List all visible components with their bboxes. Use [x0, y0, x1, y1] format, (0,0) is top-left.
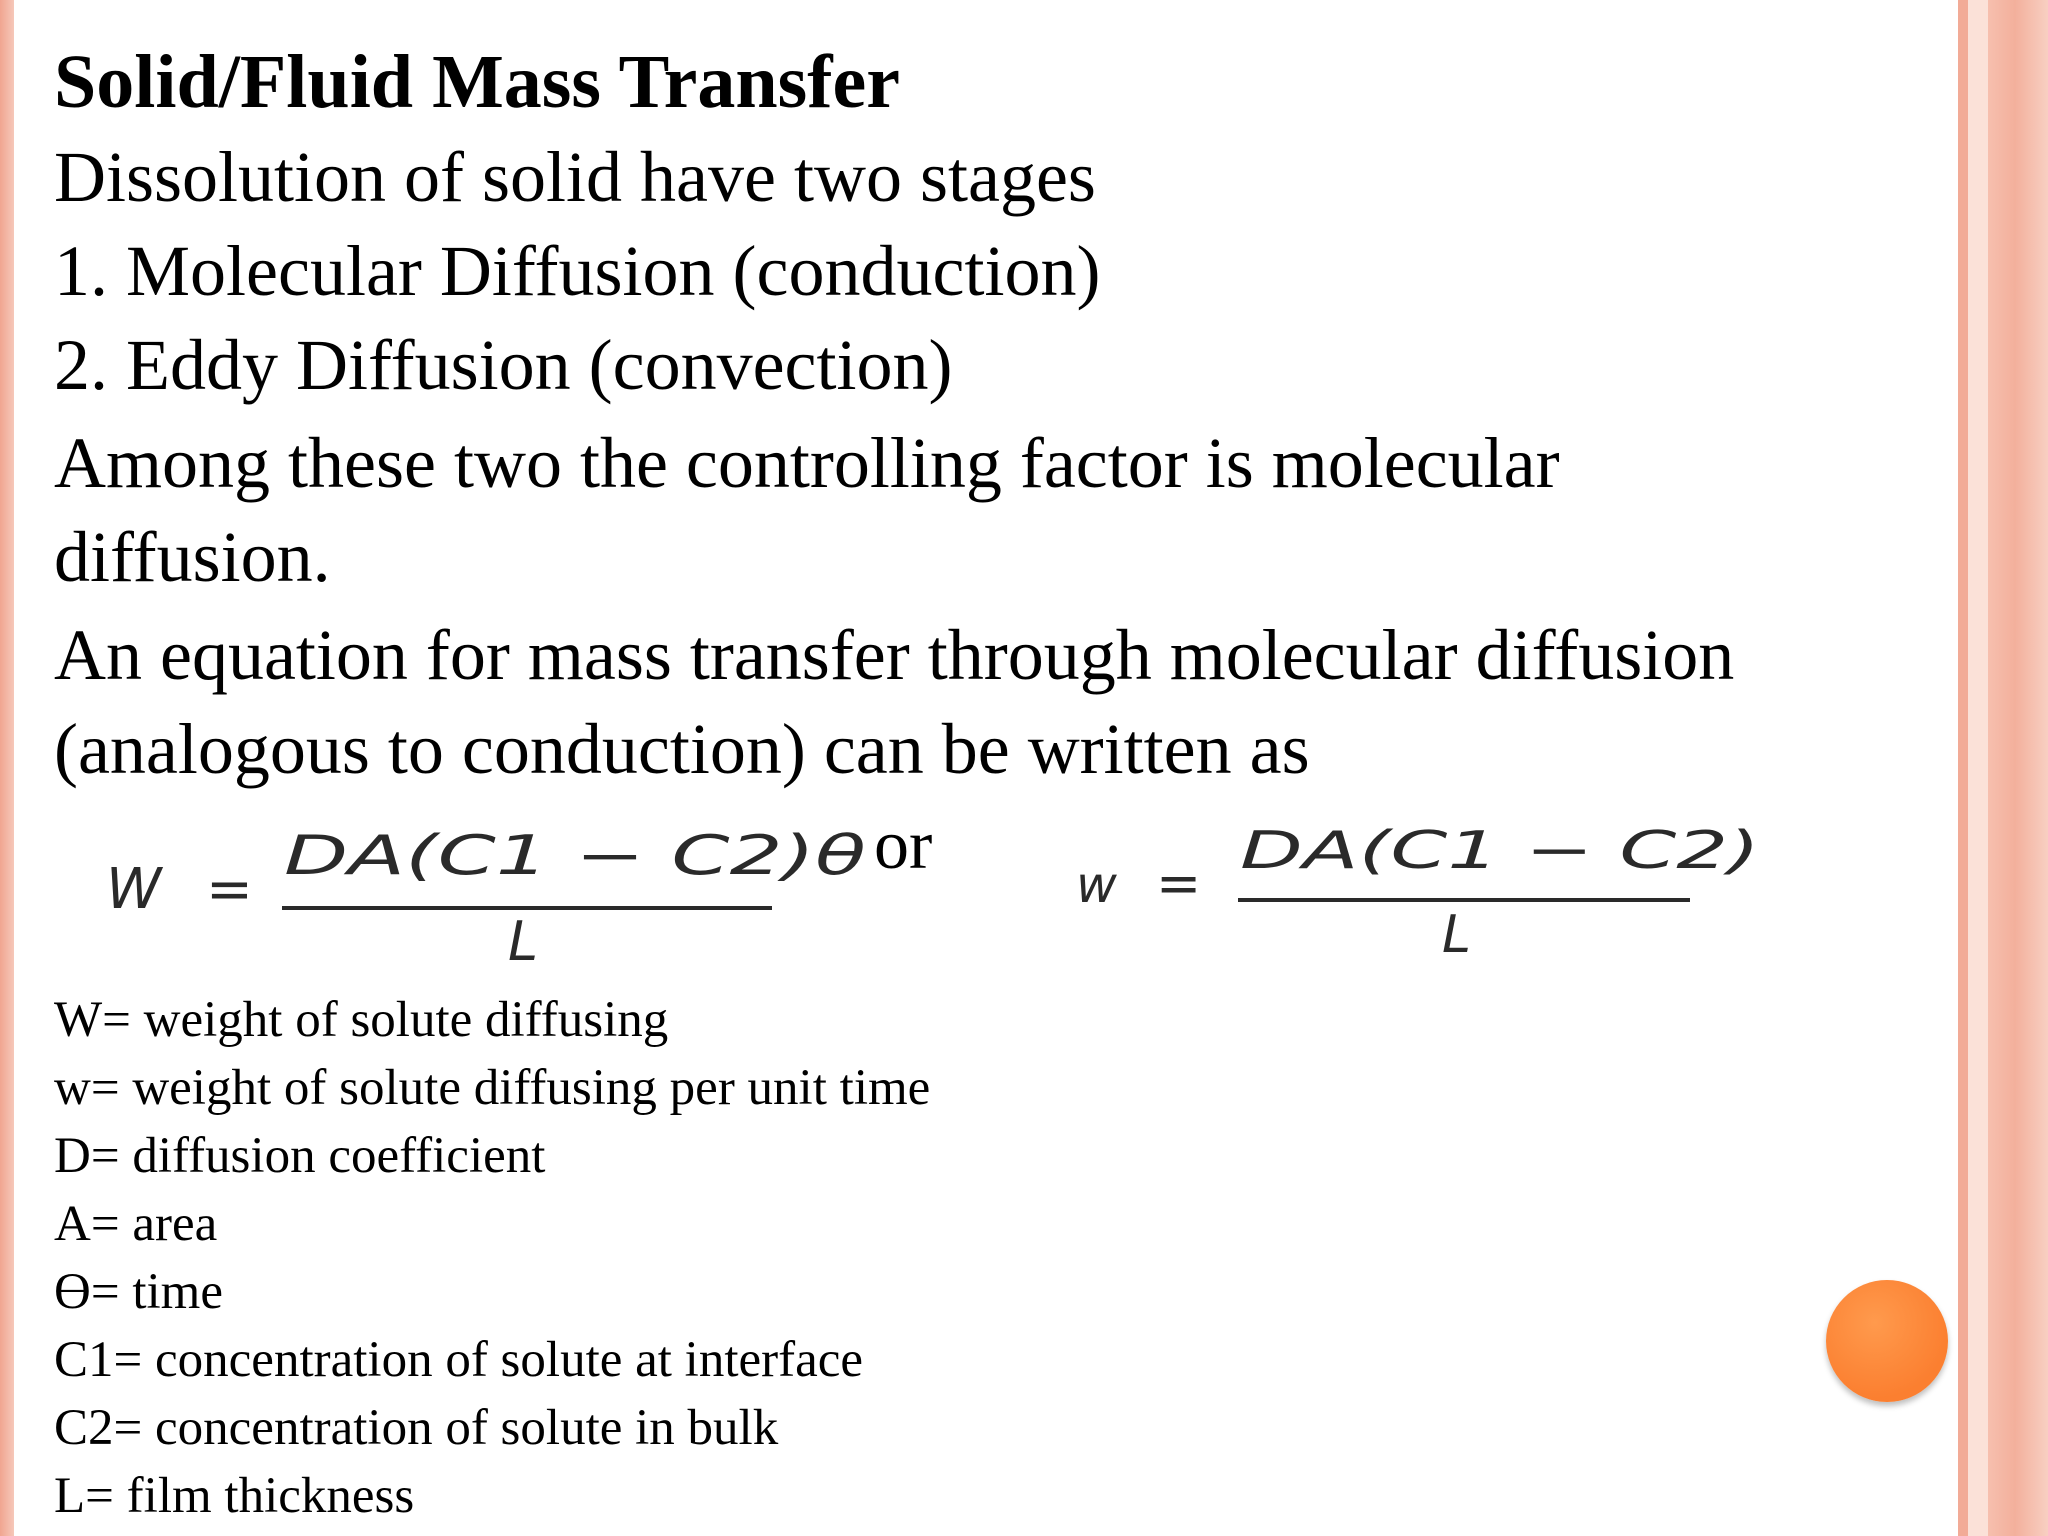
eq1-numerator: DA(C1 − C2)θ — [284, 824, 866, 887]
definition-w: w= weight of solute diffusing per unit time — [54, 1060, 931, 1116]
body-line-intro: Dissolution of solid have two stages — [54, 137, 1096, 217]
orange-circle-decoration — [1826, 1280, 1948, 1402]
eq2-denominator: L — [1442, 905, 1471, 965]
equation-or-label: or — [874, 807, 933, 884]
eq1-denominator: L — [508, 910, 539, 973]
definition-L: L= film thickness — [54, 1468, 415, 1524]
eq2-numerator: DA(C1 − C2) — [1240, 821, 1760, 881]
body-line-equation-intro: An equation for mass transfer through molecular diffusion — [54, 615, 1735, 695]
definition-C2: C2= concentration of solute in bulk — [54, 1400, 779, 1456]
definition-C1: C1= concentration of solute at interface — [54, 1332, 864, 1388]
body-line-controlling-cont: diffusion. — [54, 517, 331, 597]
left-border-stripe — [0, 0, 14, 1536]
definition-theta: ϴ= time — [54, 1264, 223, 1320]
eq2-lhs: w — [1076, 856, 1117, 914]
eq1-equals: = — [206, 857, 253, 922]
eq2-equals: = — [1156, 852, 1202, 915]
body-line-stage-1: 1. Molecular Diffusion (conduction) — [54, 231, 1101, 311]
eq1-lhs: W — [106, 857, 162, 922]
definition-D: D= diffusion coefficient — [54, 1128, 546, 1184]
body-line-equation-intro-cont: (analogous to conduction) can be written as — [54, 709, 1310, 789]
slide-title: Solid/Fluid Mass Transfer — [54, 40, 900, 124]
body-line-stage-2: 2. Eddy Diffusion (convection) — [54, 325, 953, 405]
body-line-controlling: Among these two the controlling factor is molecular — [54, 423, 1560, 503]
right-border-stripe — [1958, 0, 1968, 1536]
right-border-band — [1988, 0, 2048, 1536]
definition-A: A= area — [54, 1196, 218, 1252]
definition-W: W= weight of solute diffusing — [54, 992, 669, 1048]
right-border-gap — [1968, 0, 1988, 1536]
equation-total-weight — [96, 820, 866, 980]
equation-weight-rate — [1070, 820, 1760, 970]
